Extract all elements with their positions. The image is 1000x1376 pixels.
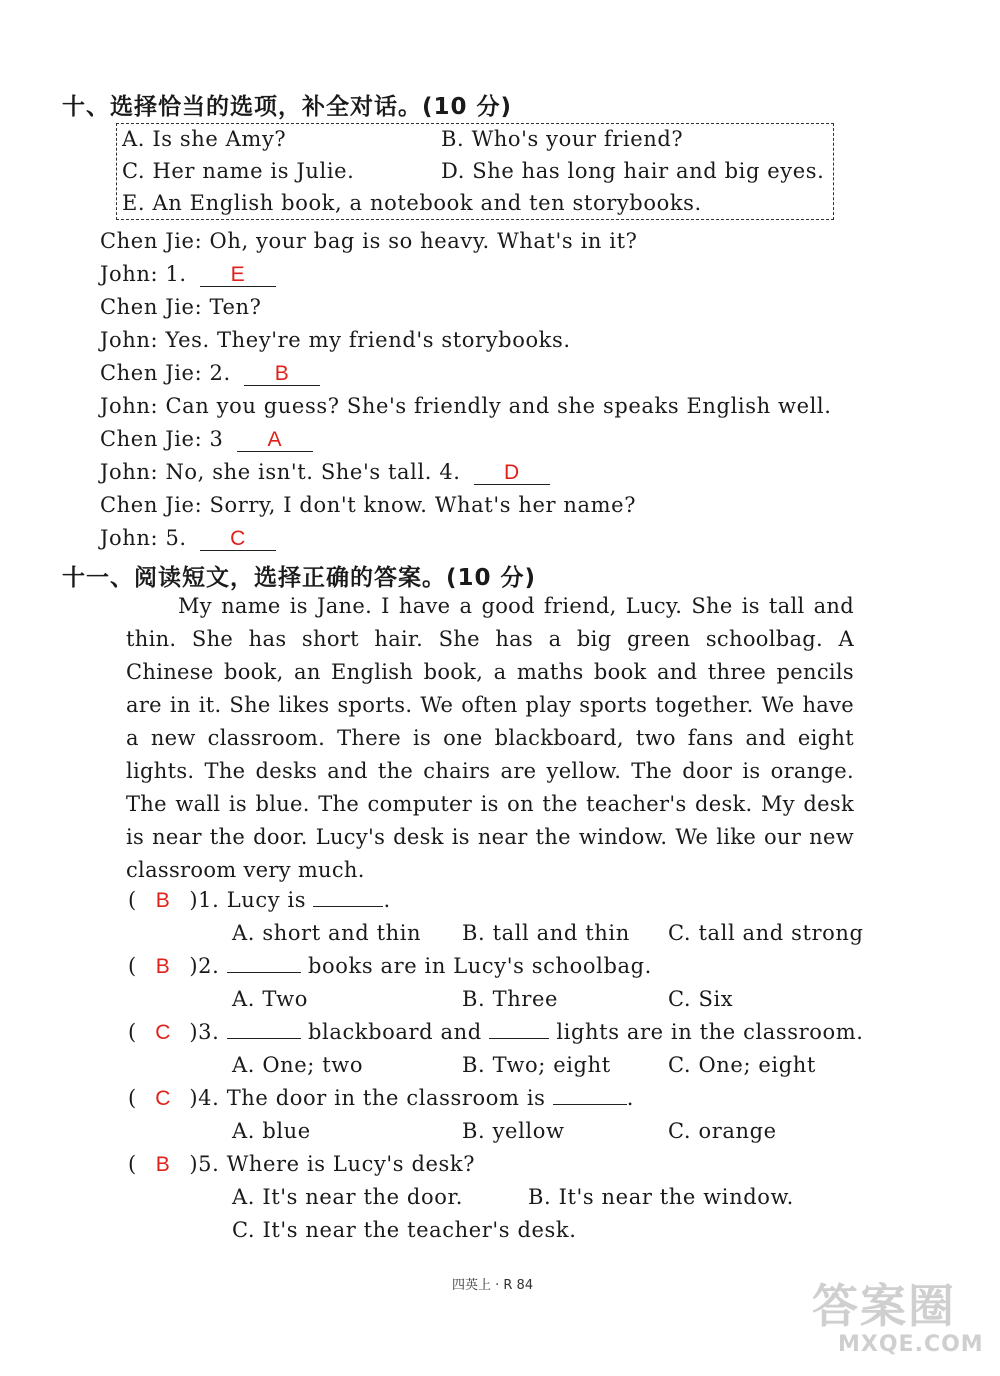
paren-close: ) [189, 888, 199, 912]
question-text-mid: blackboard and [307, 1020, 482, 1044]
option-c: C. Her name is Julie. [122, 159, 355, 183]
question-text-end: books are in Lucy's schoolbag. [307, 954, 652, 978]
dialogue-line [100, 361, 320, 386]
dialogue-line [100, 427, 313, 452]
paren-close: ) [189, 1020, 199, 1044]
question-number: 4. [198, 1086, 220, 1110]
question-text-end: . [383, 888, 391, 912]
dialogue-prefix: Chen Jie: 2. [100, 361, 231, 385]
dialogue-line: Chen Jie: Sorry, I don't know. What's her name? [100, 493, 637, 517]
option-e: E. An English book, a notebook and ten storybooks. [122, 191, 702, 215]
option-d: D. She has long hair and big eyes. [441, 159, 825, 183]
question-answer[interactable]: B [155, 1153, 171, 1176]
question-text-end: . [626, 1086, 635, 1110]
question-text: The door in the classroom is [226, 1086, 546, 1110]
question-4 [128, 1086, 634, 1111]
dialogue-line: John: Yes. They're my friend's storybooks. [100, 328, 571, 352]
dialogue-line [100, 460, 550, 485]
question-text: Lucy is [226, 888, 307, 912]
choice-c[interactable]: C. Six [668, 987, 734, 1011]
choice-a[interactable]: A. It's near the door. [232, 1185, 464, 1209]
paren-open: ( [128, 1086, 137, 1110]
question-text: Where is Lucy's desk? [226, 1152, 476, 1176]
paren-open: ( [128, 954, 137, 978]
watermark-logo: 答案圈 [812, 1279, 956, 1333]
choice-c[interactable]: C. One; eight [668, 1053, 816, 1077]
question-number: 5. [198, 1152, 220, 1176]
answer-text: A [267, 428, 283, 451]
section-11-heading: 十一、阅读短文，选择正确的答案。(10 分) [62, 565, 537, 591]
choice-b[interactable]: B. tall and thin [462, 921, 630, 945]
choice-c[interactable]: C. orange [668, 1119, 777, 1143]
question-answer[interactable]: B [155, 889, 171, 912]
dialogue-prefix: John: 5. [100, 526, 187, 550]
dialogue-line [100, 526, 276, 551]
question-number: 1. [198, 888, 220, 912]
question-answer[interactable]: C [155, 1021, 171, 1044]
dialogue-line: Chen Jie: Oh, your bag is so heavy. What's in it? [100, 229, 638, 253]
dialogue-line: John: Can you guess? She's friendly and she speaks English well. [100, 394, 832, 418]
question-blank [227, 972, 301, 973]
answer-blank[interactable] [200, 263, 276, 287]
answer-blank[interactable] [244, 362, 320, 386]
page-footer: 四英上 · R 84 [452, 1278, 534, 1293]
dialogue-line: Chen Jie: Ten? [100, 295, 262, 319]
dialogue-prefix: Chen Jie: 3 [100, 427, 224, 451]
answer-blank[interactable] [200, 527, 276, 551]
question-blank [313, 906, 383, 907]
dialogue-prefix: John: 1. [100, 262, 187, 286]
choice-c[interactable]: C. It's near the teacher's desk. [232, 1218, 577, 1242]
dialogue-prefix: John: No, she isn't. She's tall. 4. [100, 460, 461, 484]
paren-open: ( [128, 1152, 137, 1176]
question-blank [553, 1104, 627, 1105]
choice-a[interactable]: A. blue [232, 1119, 311, 1143]
answer-text: C [230, 527, 246, 550]
question-answer[interactable]: B [155, 955, 171, 978]
choice-b[interactable]: B. yellow [462, 1119, 565, 1143]
choice-c[interactable]: C. tall and strong [668, 921, 864, 945]
question-number: 3. [198, 1020, 220, 1044]
question-1 [128, 888, 391, 913]
answer-text: E [230, 263, 246, 286]
choice-a[interactable]: A. Two [232, 987, 308, 1011]
choice-a[interactable]: A. short and thin [232, 921, 422, 945]
paren-close: ) [189, 1086, 199, 1110]
question-answer[interactable]: C [155, 1087, 171, 1110]
dialogue-line [100, 262, 276, 287]
paren-open: ( [128, 1020, 137, 1044]
answer-blank[interactable] [237, 428, 313, 452]
question-blank [227, 1038, 301, 1039]
reading-passage [126, 590, 854, 887]
choice-a[interactable]: A. One; two [232, 1053, 364, 1077]
choice-b[interactable]: B. It's near the window. [528, 1185, 794, 1209]
question-2 [128, 954, 652, 979]
paren-close: ) [189, 954, 199, 978]
paren-close: ) [189, 1152, 199, 1176]
question-3 [128, 1020, 864, 1045]
answer-text: D [503, 461, 520, 484]
section-10-heading: 十、选择恰当的选项，补全对话。(10 分) [62, 94, 513, 120]
option-b: B. Who's your friend? [441, 127, 684, 151]
answer-blank[interactable] [474, 461, 550, 485]
choice-b[interactable]: B. Three [462, 987, 559, 1011]
choice-b[interactable]: B. Two; eight [462, 1053, 611, 1077]
watermark-url: MXQE.COM [838, 1332, 984, 1357]
question-text-end: lights are in the classroom. [556, 1020, 864, 1044]
answer-text: B [274, 362, 290, 385]
passage-text: My name is Jane. I have a good friend, Lucy. She is tall and thin. She has short hair. She has a big green schoolbag. A Chinese book, an English book, a maths book and three pencils are in it. She likes sports. We often play sports together. We have a new classroom. There is one blackboard, two fans and eight lights. The desks and the chairs are yellow. The door is orange. The wall is blue. The computer is on the teacher's desk. My desk is near the door. Lucy's desk is near the window. We like our new classroom very much. [126, 594, 854, 882]
paren-open: ( [128, 888, 137, 912]
question-blank [489, 1038, 549, 1039]
question-number: 2. [198, 954, 220, 978]
question-5 [128, 1152, 475, 1177]
option-a: A. Is she Amy? [122, 127, 287, 151]
